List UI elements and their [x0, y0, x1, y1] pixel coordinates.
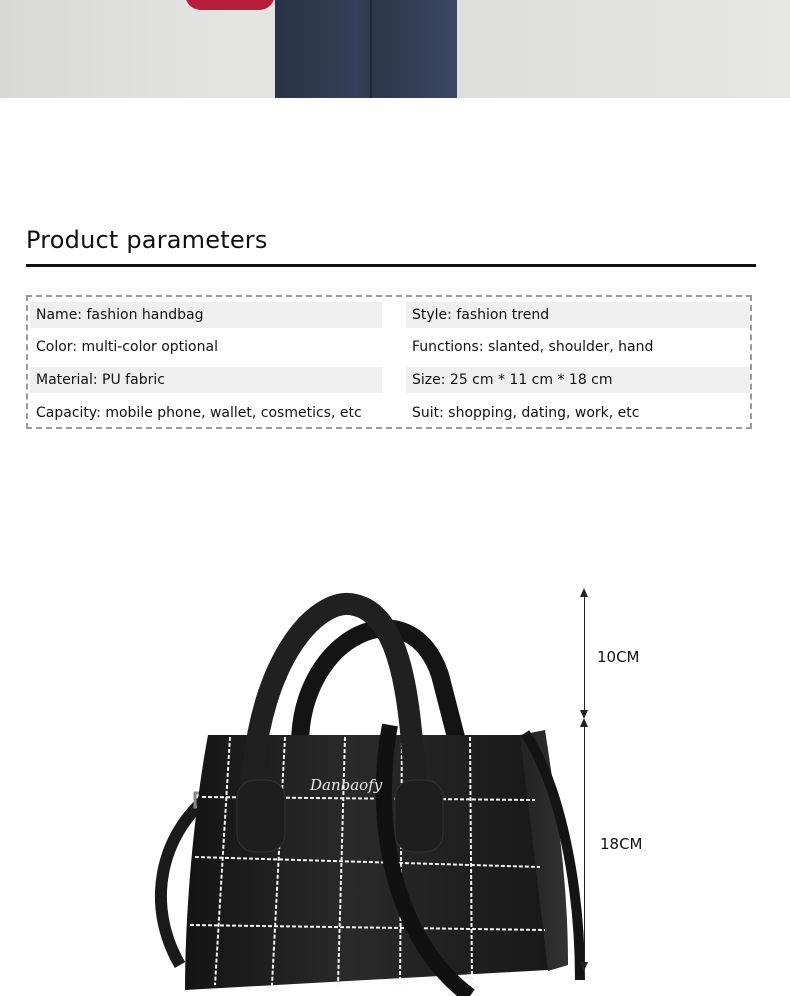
handle-tab-right	[395, 780, 443, 852]
param-color: Color: multi-color optional	[36, 339, 218, 355]
body-height-label: 18CM	[600, 835, 643, 853]
brand-logo: Danbaofy	[310, 776, 383, 794]
body-height-line	[584, 726, 585, 966]
param-size: Size: 25 cm * 11 cm * 18 cm	[406, 367, 750, 393]
param-capacity: Capacity: mobile phone, wallet, cosmetics, etc	[36, 405, 362, 421]
handbag-image	[140, 585, 600, 996]
handle-height-line	[584, 596, 585, 716]
red-bag-bottom	[185, 0, 275, 10]
jeans-seam	[370, 0, 372, 98]
title-underline	[26, 264, 756, 267]
param-material: Material: PU fabric	[30, 367, 382, 393]
param-style: Style: fashion trend	[406, 302, 750, 328]
param-functions: Functions: slanted, shoulder, hand	[412, 339, 654, 355]
model-jeans	[275, 0, 457, 98]
handle-tab-left	[237, 780, 285, 852]
arrow-body-bottom	[580, 962, 588, 971]
handle-height-label: 10CM	[597, 648, 640, 666]
param-suit: Suit: shopping, dating, work, etc	[412, 405, 640, 421]
param-name: Name: fashion handbag	[30, 302, 382, 328]
back-handle	[300, 628, 458, 745]
model-photo	[0, 0, 790, 98]
section-title: Product parameters	[26, 226, 268, 254]
parameters-table	[26, 295, 752, 429]
